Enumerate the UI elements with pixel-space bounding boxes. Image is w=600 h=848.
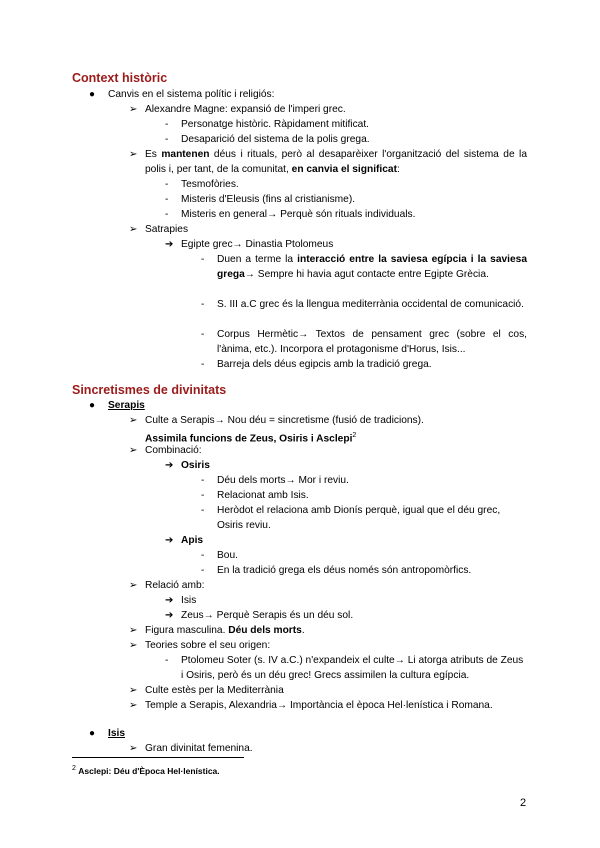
text-line-bold: Assimila funcions de Zeus, Osiris i Asclepi$^2$ xyxy=(145,432,357,445)
dash-marker: - xyxy=(201,299,205,310)
text-line: Teories sobre el seu origen: xyxy=(145,640,271,651)
text-line: Relació amb: xyxy=(145,580,205,591)
arrow-marker: ➢ xyxy=(129,415,138,426)
right-arrow-marker: ➔ xyxy=(165,239,174,250)
bullet-marker: ● xyxy=(89,728,96,739)
dash-marker: - xyxy=(201,475,205,486)
text-line: Culte a Serapis→ Nou déu = sincretisme (fusió de tradicions). xyxy=(145,415,424,426)
dash-marker: - xyxy=(201,550,205,561)
text-paragraph: Corpus Hermètic→ Textos de pensament grec (sobre el cos, l'ànima, etc.). Incorpora el protagonisme d'Horus, Isis... xyxy=(217,329,527,355)
text-line: Misteris en general→ Perquè són rituals individuals. xyxy=(181,209,416,220)
arrow-marker: ➢ xyxy=(129,224,138,235)
dash-marker: - xyxy=(165,179,169,190)
text-line: Canvis en el sistema polític i religiós: xyxy=(108,89,275,100)
bullet-marker: ● xyxy=(89,89,96,100)
text-line: Personatge històric. Ràpidament mitificat. xyxy=(181,119,369,130)
heading-context-historic: Context històric xyxy=(72,71,168,85)
right-arrow-marker: ➔ xyxy=(165,610,174,621)
text-line: Satrapies xyxy=(145,224,189,235)
dash-marker: - xyxy=(201,490,205,501)
page-number: 2 xyxy=(520,797,527,809)
dash-marker: - xyxy=(165,119,169,130)
dash-marker: - xyxy=(201,329,205,340)
subheading-serapis: Serapis xyxy=(108,400,145,411)
arrow-marker: ➢ xyxy=(129,445,138,456)
dash-marker: - xyxy=(201,565,205,576)
subheading-apis: Apis xyxy=(181,535,204,546)
dash-marker: - xyxy=(201,505,205,516)
text-paragraph: Es mantenen déus i rituals, però al desaparèixer l'organització del sistema de la polis i, per tant, de la comunitat, en canvia el significat: xyxy=(145,149,527,175)
text-paragraph: Heròdot el relaciona amb Dionís perquè, igual que el déu grec, Osiris reviu. xyxy=(217,505,501,531)
text-line: Zeus→ Perquè Serapis és un déu sol. xyxy=(181,610,354,621)
dash-marker: - xyxy=(201,254,205,265)
subheading-isis: Isis xyxy=(108,728,125,739)
footnote-separator xyxy=(72,757,244,758)
text-line: Relacionat amb Isis. xyxy=(217,490,309,501)
dash-marker: - xyxy=(201,359,205,370)
text-line: Déu dels morts→ Mor i reviu. xyxy=(217,475,349,486)
right-arrow-marker: ➔ xyxy=(165,460,174,471)
text-line: Culte estès per la Mediterrània xyxy=(145,685,284,696)
footnote: $^2$ Asclepi: Déu d'Època Hel·lenística. xyxy=(72,765,220,776)
text-paragraph: Duen a terme la interacció entre la saviesa egípcia i la saviesa grega→ Sempre hi havia agut contacte entre Egipte Grècia. xyxy=(217,254,528,280)
arrow-marker: ➢ xyxy=(129,640,138,651)
text-line: Tesmofòries. xyxy=(181,179,239,190)
text-line: Figura masculina. Déu dels morts. xyxy=(145,625,305,636)
text-line: Combinació: xyxy=(145,445,202,456)
arrow-marker: ➢ xyxy=(129,580,138,591)
text-line: Bou. xyxy=(217,550,238,561)
arrow-marker: ➢ xyxy=(129,149,138,160)
dash-marker: - xyxy=(165,134,169,145)
text-line: Desaparició del sistema de la polis grega. xyxy=(181,134,370,145)
text-line: Isis xyxy=(181,595,197,606)
subheading-osiris: Osiris xyxy=(181,460,210,471)
text-line: Alexandre Magne: expansió de l'imperi grec. xyxy=(145,104,346,115)
dash-marker: - xyxy=(165,655,169,666)
text-line: Temple a Serapis, Alexandria→ Importància el època Hel·lenística i Romana. xyxy=(145,700,493,711)
text-line: Misteris d'Eleusis (fins al cristianisme). xyxy=(181,194,356,205)
text-line: Gran divinitat femenina. xyxy=(145,743,253,754)
arrow-marker: ➢ xyxy=(129,685,138,696)
arrow-marker: ➢ xyxy=(129,104,138,115)
text-line: En la tradició grega els déus només són antropomòrfics. xyxy=(217,565,472,576)
text-paragraph: S. III a.C grec és la llengua mediterrània occidental de comunicació. xyxy=(217,299,524,310)
arrow-marker: ➢ xyxy=(129,700,138,711)
right-arrow-marker: ➔ xyxy=(165,595,174,606)
text-line: Barreja dels déus egipcis amb la tradició grega. xyxy=(217,359,432,370)
bullet-marker: ● xyxy=(89,400,96,411)
dash-marker: - xyxy=(165,209,169,220)
arrow-marker: ➢ xyxy=(129,625,138,636)
heading-sincretismes: Sincretismes de divinitats xyxy=(72,383,227,397)
text-line: Egipte grec→ Dinastia Ptolomeus xyxy=(181,239,334,250)
arrow-marker: ➢ xyxy=(129,743,138,754)
dash-marker: - xyxy=(165,194,169,205)
right-arrow-marker: ➔ xyxy=(165,535,174,546)
text-paragraph: Ptolomeu Soter (s. IV a.C.) n'expandeix el culte→ Li atorga atributs de Zeus i Osiris, però és un déu grec! Grecs assimilen la cultura egípcia. xyxy=(181,655,524,681)
